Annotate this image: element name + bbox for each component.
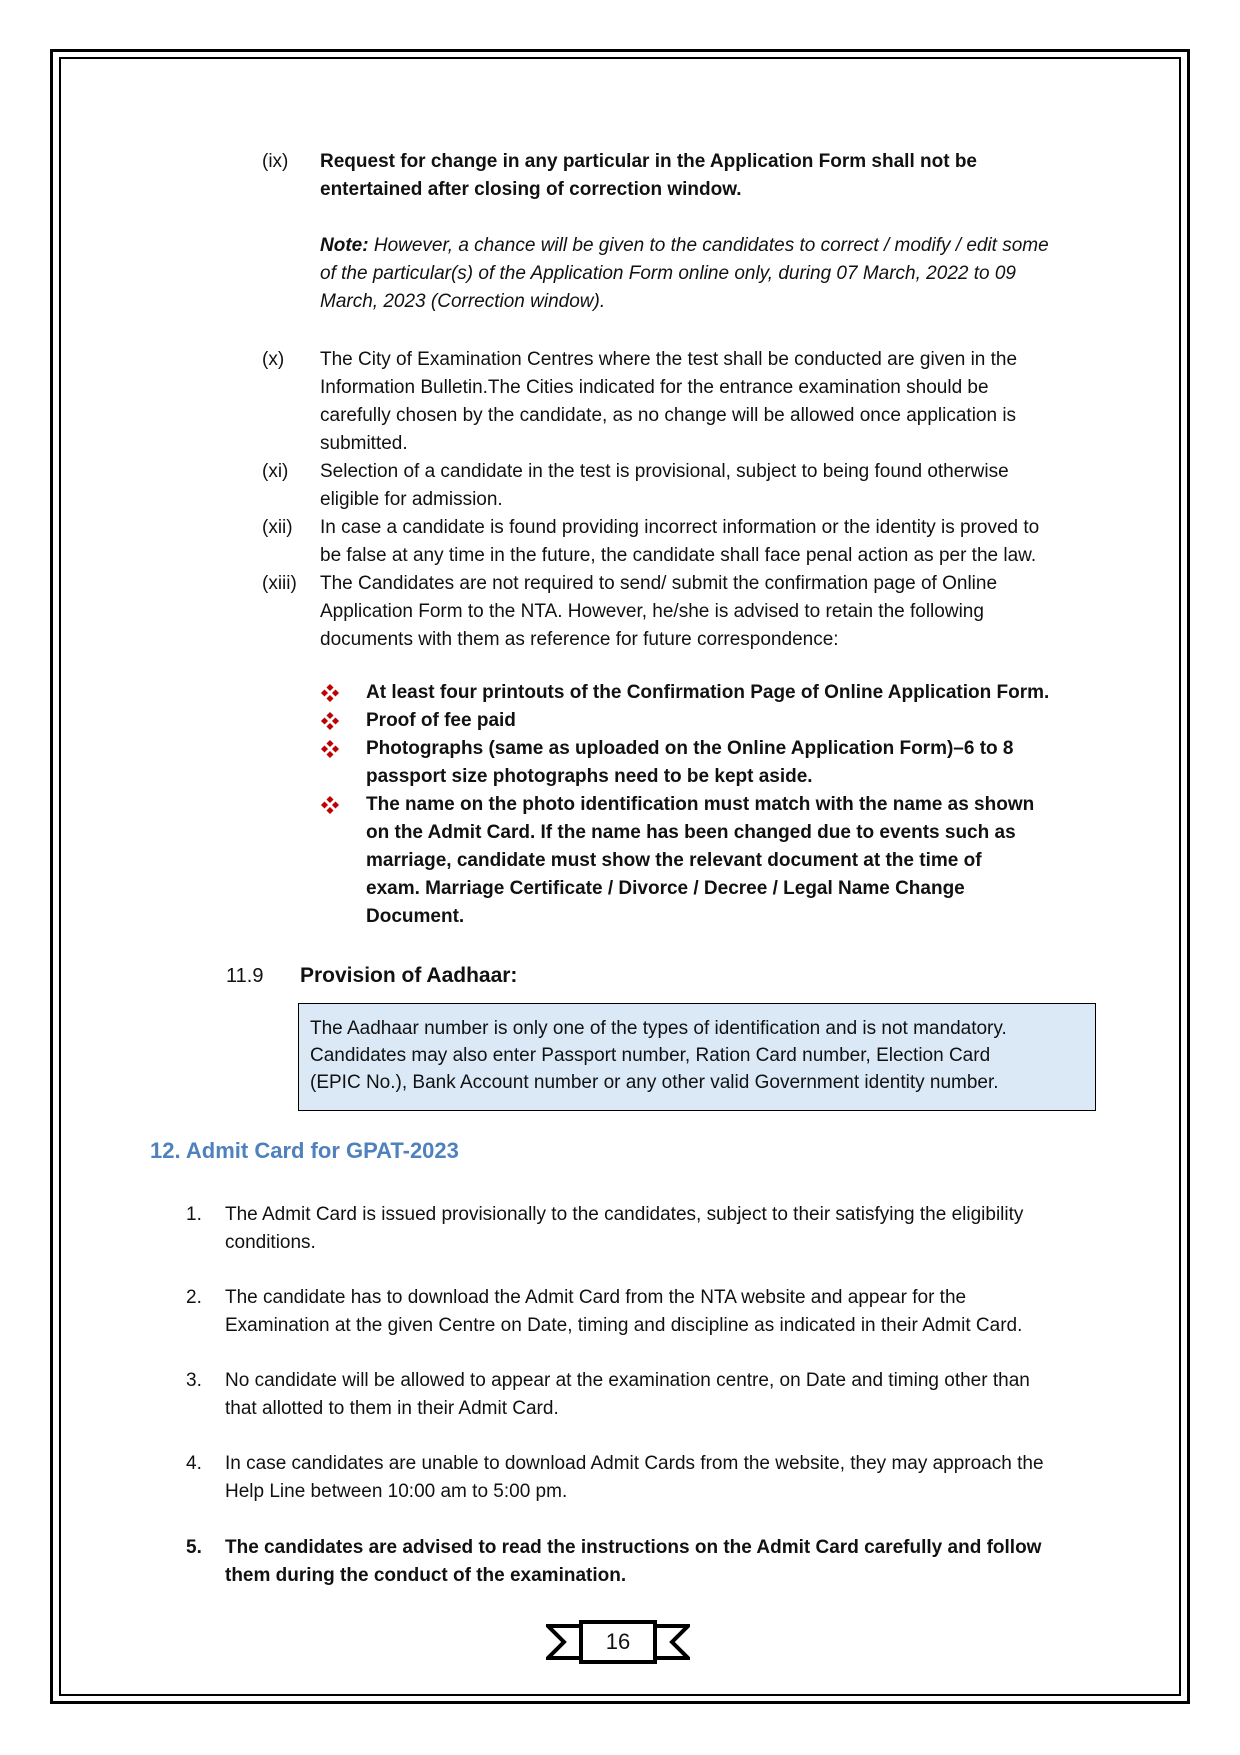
text-line: Request for change in any particular in the Application Form shall not be (320, 151, 977, 172)
text-line: entertained after closing of correction window. (320, 179, 742, 200)
bullet-item (320, 707, 1070, 735)
item-number: (xii) (262, 517, 293, 538)
item-number: (x) (262, 349, 285, 370)
text-line: Examination at the given Centre on Date, timing and discipline as indicated in their Admit Card. (225, 1315, 1023, 1336)
text-line: No candidate will be allowed to appear at the examination centre, on Date and timing other than (225, 1370, 1030, 1391)
item-text (225, 1284, 1092, 1340)
item-number: 5. (186, 1537, 202, 1558)
text-line: Document. (366, 906, 465, 927)
diamond-bullet-icon (320, 679, 340, 707)
diamond-bullet-icon (320, 791, 340, 819)
page-number: 16 (605, 1629, 631, 1654)
item-number: (xiii) (262, 573, 297, 594)
documents-bullet-list (320, 679, 1070, 931)
text-line: on the Admit Card. If the name has been changed due to events such as (366, 822, 1016, 843)
text-line: At least four printouts of the Confirmation Page of Online Application Form. (366, 682, 1050, 703)
bullet-item (320, 735, 1070, 791)
text-line: The name on the photo identification must match with the name as shown (366, 794, 1035, 815)
item-number: 3. (186, 1370, 202, 1391)
note-label: Note: (320, 235, 369, 256)
text-line: Help Line between 10:00 am to 5:00 pm. (225, 1481, 568, 1502)
section-heading: 12. Admit Card for GPAT-2023 (150, 1138, 459, 1163)
aadhaar-info-box (298, 1003, 1096, 1111)
item-text (320, 458, 1092, 514)
item-text (320, 148, 1092, 204)
text-line: passport size photographs need to be kept aside. (366, 766, 813, 787)
text-line: Proof of fee paid (366, 710, 516, 731)
text-line: Information Bulletin.The Cities indicated for the entrance examination should be (320, 377, 989, 398)
text-line: submitted. (320, 433, 408, 454)
text-line: However, a chance will be given to the candidates to correct / modify / edit some (373, 235, 1049, 256)
item-text (225, 1201, 1092, 1257)
text-line: Application Form to the NTA. However, he/she is advised to retain the following (320, 601, 984, 622)
text-line: The candidate has to download the Admit Card from the NTA website and appear for the (225, 1287, 967, 1308)
subsection-title: Provision of Aadhaar: (300, 964, 518, 987)
item-text (225, 1534, 1092, 1590)
text-line: The Aadhaar number is only one of the types of identification and is not mandatory. (310, 1018, 1007, 1039)
text-line: eligible for admission. (320, 489, 503, 510)
text-line: In case a candidate is found providing incorrect information or the identity is proved to (320, 517, 1040, 538)
item-number: (xi) (262, 461, 289, 482)
item-text (320, 570, 1092, 654)
text-line: conditions. (225, 1232, 316, 1253)
text-line: Photographs (same as uploaded on the Online Application Form)–6 to 8 (366, 738, 1014, 759)
text-line: In case candidates are unable to download Admit Cards from the website, they may approach the (225, 1453, 1044, 1474)
text-line: that allotted to them in their Admit Card. (225, 1398, 559, 1419)
text-line: The Candidates are not required to send/ submit the confirmation page of Online (320, 573, 998, 594)
diamond-bullet-icon (320, 707, 340, 735)
text-line: carefully chosen by the candidate, as no change will be allowed once application is (320, 405, 1017, 426)
text-line: exam. Marriage Certificate / Divorce / Decree / Legal Name Change (366, 878, 965, 899)
item-number: 2. (186, 1287, 202, 1308)
item-number: 4. (186, 1453, 202, 1474)
subsection-number: 11.9 (226, 965, 264, 987)
bullet-item (320, 791, 1070, 931)
item-text (320, 514, 1092, 570)
diamond-bullet-icon (320, 735, 340, 763)
item-text (320, 346, 1092, 458)
item-number: (ix) (262, 151, 289, 172)
text-line: be false at any time in the future, the candidate shall face penal action as per the law. (320, 545, 1037, 566)
item-text (225, 1367, 1092, 1423)
text-line: March, 2023 (Correction window). (320, 291, 606, 312)
text-line: them during the conduct of the examination. (225, 1565, 627, 1586)
item-text (225, 1450, 1092, 1506)
note-paragraph (320, 232, 1092, 316)
text-line: Candidates may also enter Passport number, Ration Card number, Election Card (310, 1045, 991, 1066)
text-line: marriage, candidate must show the relevant document at the time of (366, 850, 982, 871)
bullet-item (320, 679, 1070, 707)
text-line: of the particular(s) of the Application Form online only, during 07 March, 2022 to 09 (320, 263, 1016, 284)
text-line: (EPIC No.), Bank Account number or any other valid Government identity number. (310, 1072, 999, 1093)
text-line: The candidates are advised to read the instructions on the Admit Card carefully and follow (225, 1537, 1042, 1558)
item-number: 1. (186, 1204, 202, 1225)
text-line: The City of Examination Centres where the test shall be conducted are given in the (320, 349, 1018, 370)
text-line: The Admit Card is issued provisionally to the candidates, subject to their satisfying the eligibility (225, 1204, 1024, 1225)
text-line: Selection of a candidate in the test is provisional, subject to being found otherwise (320, 461, 1009, 482)
text-line: documents with them as reference for future correspondence: (320, 629, 839, 650)
